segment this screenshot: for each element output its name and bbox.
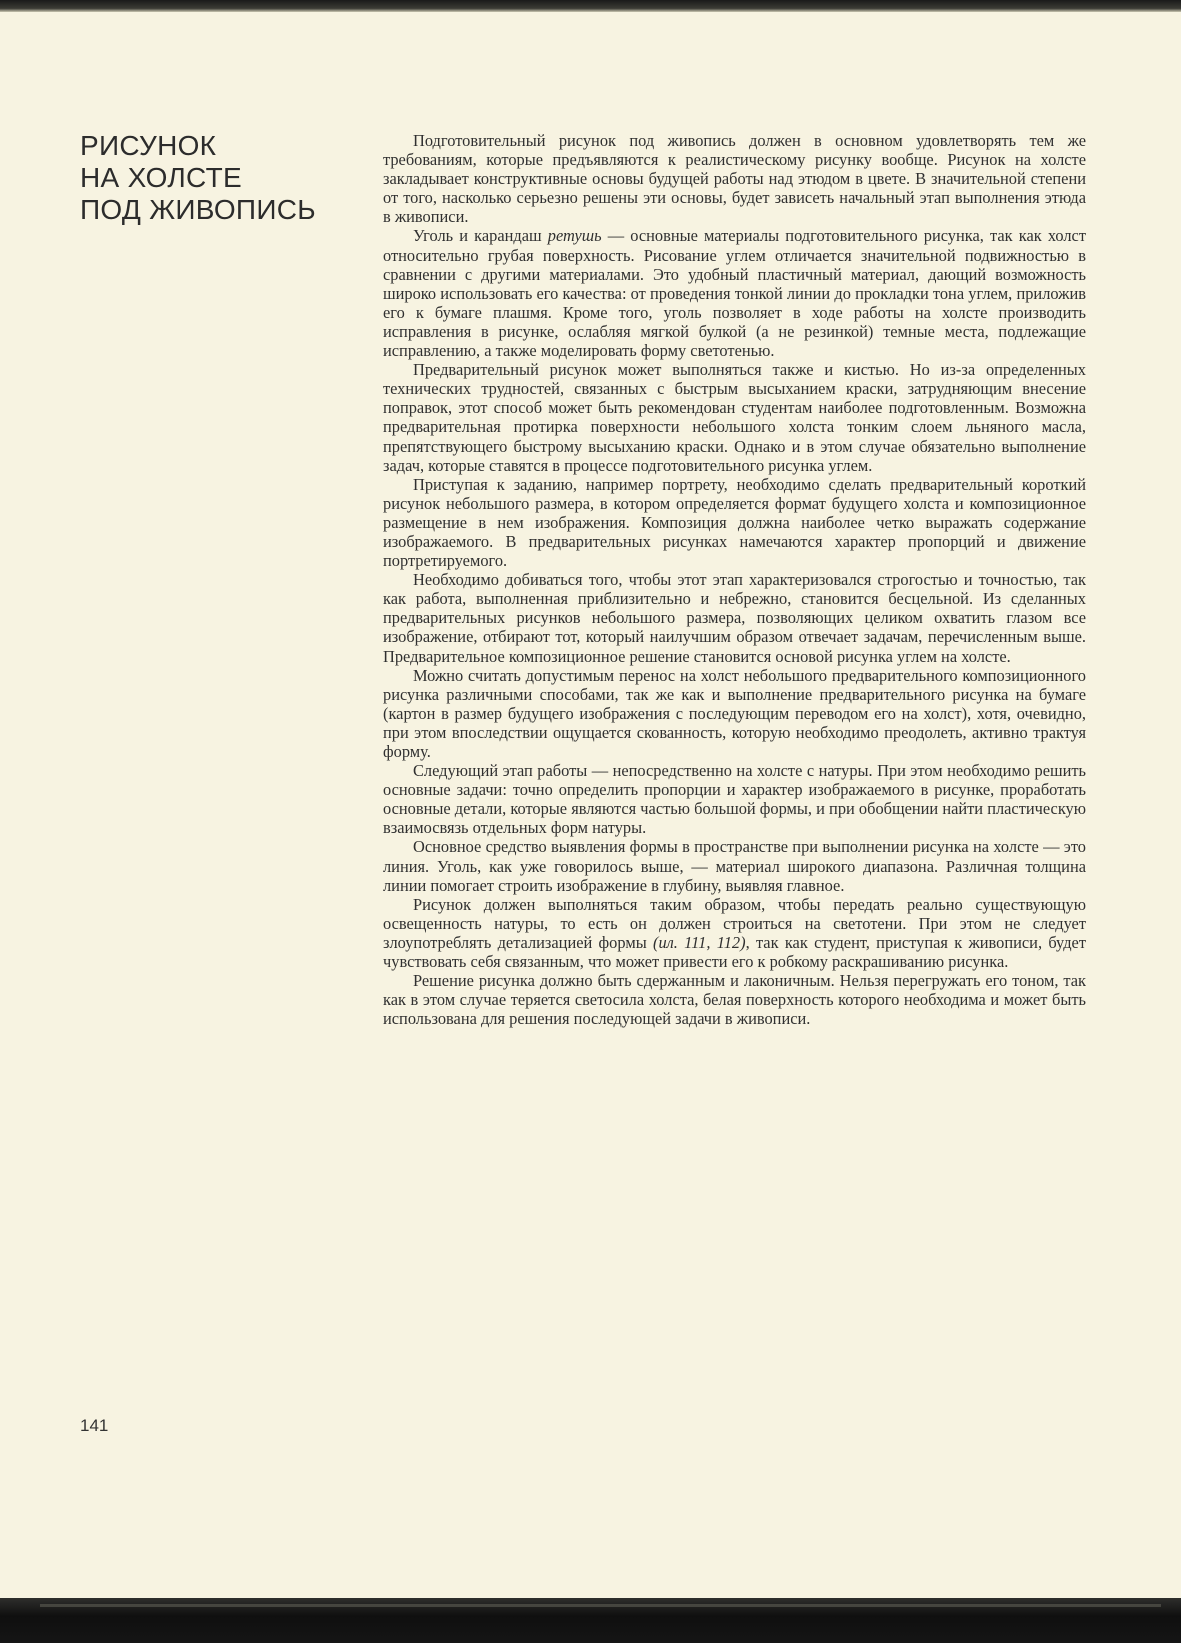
paragraph-8: Основное средство выявления формы в пространстве при выполнении рисунка на холсте — это линия. Уголь, как уже говорилось выше, — материал широкого диапазона. Различная толщина линии помогает строить изображение в глубину, выявляя главное. (383, 837, 1086, 895)
scan-top-edge (0, 0, 1181, 12)
paragraph-2-before: Уголь и карандаш (413, 226, 548, 246)
paragraph-9-after: , так как студент, приступая к живописи, будет чувствовать себя связанным, что может привести его к робкому раскрашиванию рисунка. (383, 932, 1086, 972)
paragraph-10: Решение рисунка должно быть сдержанным и лаконичным. Нельзя перегружать его тоном, так как в этом случае теряется светосила холста, белая поверхность которого необходима и может быть использована для решения последующей задачи в живописи. (383, 971, 1086, 1029)
heading-line-1: РИСУНОК (80, 130, 217, 161)
term-retush: ретушь (547, 226, 602, 246)
heading-line-3: ПОД ЖИВОПИСЬ (80, 194, 316, 225)
scan-bottom-edge (0, 1598, 1181, 1643)
paragraph-4: Приступая к заданию, например портрету, необходимо сделать предварительный короткий рисунок небольшого размера, в котором определяется формат будущего холста и композиционное размещение в нем изображения. Композиция должна наиболее четко выражать содержание изображаемого. В предварительных рисунках намечаются характер пропорций и движение портретируемого. (383, 474, 1086, 571)
paragraph-9-before: Рисунок должен выполняться таким образом, чтобы передать реально существующую освещенность натуры, то есть он должен строиться на светотени. При этом не следует злоупотреблять детализацией формы (383, 894, 1086, 952)
paragraph-7: Следующий этап работы — непосредственно на холсте с натуры. При этом необходимо решить основные задачи: точно определить пропорции и характер изображаемого в рисунке, проработать основные детали, которые являются частью большой формы, и при обобщении найти пластическую взаимосвязь отдельных форм натуры. (383, 761, 1086, 838)
paragraph-2-after: — основные материалы подготовительного рисунка, так как холст относительно грубая поверхность. Рисование углем отличается значительной подвижностью в сравнении с другими материалами. Это удобный пластичный материал, дающий возможность широко использовать его качества: от проведения тонкой линии до прокладки тона углем, приложив его к бумаге плашмя. Кроме того, уголь позволяет в ходе работы на холсте производить исправления в рисунке, ослабляя мягкой булкой (а не резинкой) темные места, подлежащие исправлению, а также моделировать форму светотенью. (383, 226, 1086, 361)
page-number: 141 (80, 1416, 109, 1435)
body-text (383, 131, 1086, 1028)
paragraph-3: Предварительный рисунок может выполняться также и кистью. Но из-за определенных технических трудностей, связанных с быстрым высыханием краски, затрудняющим внесение поправок, этот способ может быть рекомендован студентам наиболее подготовленным. Возможна предварительная протирка поверхности небольшого холста тонким слоем льняного масла, препятствующего быстрому высыханию краски. Однако и в этом случае обязательно выполнение задач, которые ставятся в процессе подготовительного рисунка углем. (383, 360, 1086, 475)
paragraph-5: Необходимо добиваться того, чтобы этот этап характеризовался строгостью и точностью, так как работа, выполненная приблизительно и небрежно, становится бесцельной. Из сделанных предварительных рисунков небольшого размера, позволяющих целиком охватить глазом все изображение, отбирают тот, который наилучшим образом отвечает задачам, перечисленным выше. Предварительное композиционное решение становится основой рисунка углем на холсте. (383, 570, 1086, 666)
paragraph-6: Можно считать допустимым перенос на холст небольшого предварительного композиционного рисунка различными способами, так же как и выполнение предварительного рисунка на бумаге (картон в размер будущего изображения с последующим переводом его на холст), хотя, очевидно, при этом впоследствии ощущается скованность, которую необходимо преодолеть, активно трактуя форму. (383, 665, 1086, 761)
paragraph-2 (383, 226, 1086, 360)
chapter-heading (80, 130, 370, 226)
heading-line-2: НА ХОЛСТЕ (80, 162, 243, 193)
paragraph-9 (383, 895, 1086, 971)
paragraph-1: Подготовительный рисунок под живопись должен в основном удовлетворять тем же требованиям, которые предъявляются к реалистическому рисунку вообще. Рисунок на холсте закладывает конструктивные основы будущей работы над этюдом в цвете. В значительной степени от того, насколько серьезно решены эти основы, будет зависеть начальный этап выполнения этюда в живописи. (383, 131, 1086, 227)
illustration-reference: (ил. 111, 112) (653, 932, 746, 952)
